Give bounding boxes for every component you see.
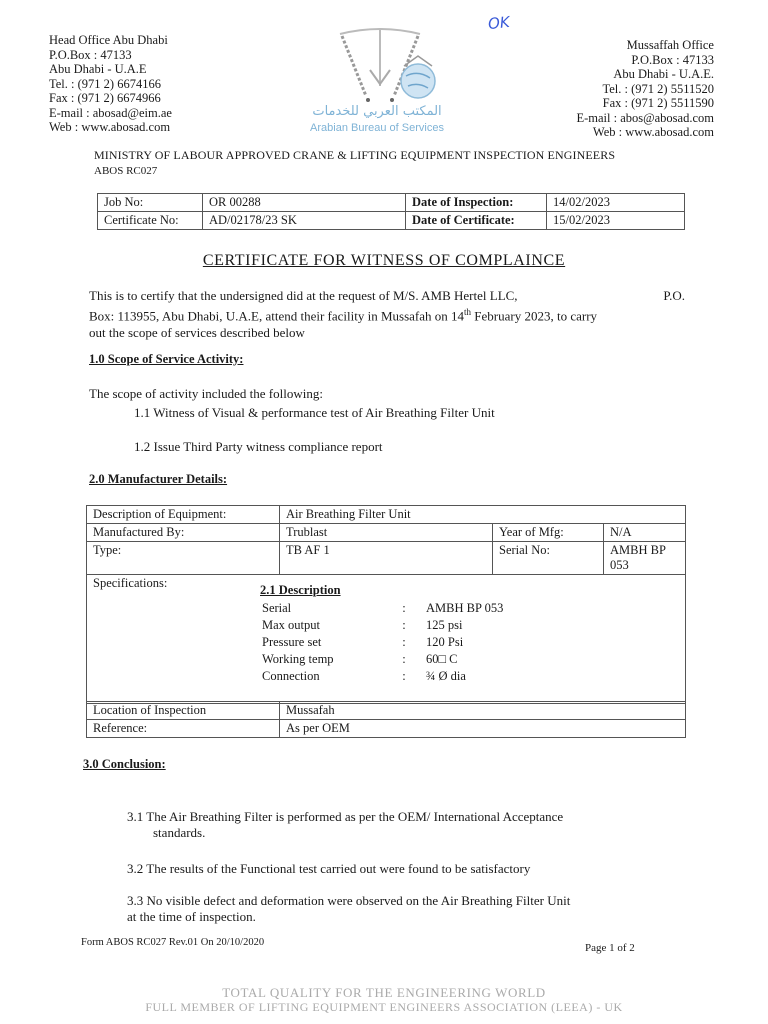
- description-subheading: 2.1 Description: [260, 583, 341, 597]
- description-label: Description of Equipment:: [87, 506, 280, 524]
- manufactured-by-label: Manufactured By:: [87, 524, 280, 542]
- section-scope-heading: 1.0 Scope of Service Activity:: [89, 352, 244, 366]
- table-row: [87, 720, 686, 738]
- footer-membership: FULL MEMBER OF LIFTING EQUIPMENT ENGINEERS ASSOCIATION (LEEA) - UK: [145, 1000, 623, 1014]
- conclusion-item: [127, 893, 570, 925]
- address-line: Web : www.abosad.com: [49, 120, 171, 134]
- head-office-address: [49, 33, 172, 135]
- certificate-title: CERTIFICATE FOR WITNESS OF COMPLAINCE: [202, 252, 566, 269]
- reference-value: As per OEM: [280, 720, 686, 738]
- type-label: Type:: [87, 542, 280, 575]
- spec-key: Connection: [262, 669, 320, 683]
- intro-line: This is to certify that the undersigned did at the request of M/S. AMB Hertel LLC,: [89, 288, 518, 303]
- spec-value: AMBH BP 053: [426, 601, 504, 615]
- conclusion-item: 3.2 The results of the Functional test carried out were found to be satisfactory: [127, 861, 531, 876]
- spec-value: 120 Psi: [426, 635, 464, 649]
- job-info-table: [97, 193, 685, 230]
- serial-no-label: Serial No:: [493, 542, 604, 575]
- year-of-mfg-value: N/A: [604, 524, 686, 542]
- logo-english-text: Arabian Bureau of Services: [310, 122, 444, 134]
- address-line: Tel. : (971 2) 5511520: [602, 81, 714, 96]
- list-item: Connection : ¾ Ø dia: [258, 668, 507, 685]
- intro-po: P.O.: [663, 288, 685, 303]
- list-item: Max output : 125 psi: [258, 617, 507, 634]
- conclusion-line: at the time of inspection.: [127, 909, 256, 924]
- reference-label: Reference:: [87, 720, 280, 738]
- spec-key: Serial: [262, 601, 292, 615]
- table-row: [87, 702, 686, 720]
- table-row: [87, 524, 686, 542]
- table-row: [98, 212, 685, 230]
- address-line: E-mail : abosad@eim.ae: [49, 105, 172, 120]
- ministry-approval-line: MINISTRY OF LABOUR APPROVED CRANE & LIFTING EQUIPMENT INSPECTION ENGINEERS: [94, 148, 616, 162]
- scope-lead-text: The scope of activity included the following:: [89, 386, 323, 401]
- intro-line: February 2023, to carry: [471, 308, 598, 324]
- address-line: Fax : (971 2) 5511590: [602, 96, 714, 110]
- address-line: E-mail : abos@abosad.com: [576, 110, 714, 125]
- list-item: Pressure set : 120 Psi: [258, 634, 507, 651]
- section-manufacturer-heading: 2.0 Manufacturer Details:: [89, 472, 228, 486]
- list-item: Working temp : 60□ C: [258, 651, 507, 668]
- form-revision-footer: Form ABOS RC027 Rev.01 On 20/10/2020: [81, 937, 265, 948]
- location-table: [86, 701, 686, 738]
- intro-line: out the scope of services described below: [89, 325, 305, 341]
- address-line: Tel. : (971 2) 6674166: [49, 76, 161, 91]
- table-row: [98, 194, 685, 212]
- manufactured-by-value: Trublast: [280, 524, 493, 542]
- spec-value: 125 psi: [426, 618, 463, 632]
- specifications-label: Specifications:: [93, 576, 168, 590]
- date-of-certificate-label: Date of Certificate:: [406, 212, 547, 230]
- certificate-no-value: AD/02178/23 SK: [203, 212, 406, 230]
- conclusion-line: 3.3 No visible defect and deformation were observed on the Air Breathing Filter Unit: [127, 893, 571, 908]
- address-line: Web : www.abosad.com: [592, 125, 714, 139]
- intro-line: Box: 113955, Abu Dhabi, U.A.E, attend their facility in Mussafah on 14: [89, 308, 465, 324]
- serial-no-value: AMBH BP 053: [604, 542, 686, 575]
- year-of-mfg-label: Year of Mfg:: [493, 524, 604, 542]
- address-line: P.O.Box : 47133: [49, 47, 132, 62]
- scope-item: 1.1 Witness of Visual & performance test of Air Breathing Filter Unit: [134, 405, 495, 420]
- table-row: [87, 542, 686, 575]
- spec-key: Working temp: [262, 652, 334, 666]
- conclusion-item: [127, 809, 563, 841]
- address-line: Mussaffah Office: [626, 38, 714, 52]
- location-value: Mussafah: [280, 702, 686, 720]
- spec-key: Pressure set: [262, 635, 322, 649]
- intro-superscript: th: [464, 307, 472, 317]
- address-line: Fax : (971 2) 6674966: [49, 91, 161, 105]
- date-of-inspection-value: 14/02/2023: [547, 194, 685, 212]
- address-line: Head Office Abu Dhabi: [49, 33, 168, 47]
- date-of-certificate-value: 15/02/2023: [547, 212, 685, 230]
- table-row: [87, 506, 686, 524]
- spec-key: Max output: [262, 618, 320, 632]
- conclusion-line: 3.1 The Air Breathing Filter is performed as per the OEM/ International Acceptance: [127, 809, 564, 824]
- mussaffah-office-address: [576, 38, 714, 140]
- address-line: Abu Dhabi - U.A.E: [49, 62, 147, 76]
- logo-arabic-text: المكتب العربي للخدمات: [312, 104, 442, 119]
- certificate-no-label: Certificate No:: [98, 212, 203, 230]
- scope-item: 1.2 Issue Third Party witness compliance report: [134, 439, 383, 454]
- form-code: ABOS RC027: [94, 165, 158, 177]
- address-line: P.O.Box : 47133: [631, 52, 714, 67]
- ok-handwritten-mark: OK: [487, 12, 511, 34]
- spec-value: 60□ C: [426, 652, 458, 666]
- intro-paragraph: [89, 287, 685, 341]
- job-no-value: OR 00288: [203, 194, 406, 212]
- footer-tagline: TOTAL QUALITY FOR THE ENGINEERING WORLD: [222, 985, 546, 1000]
- page-number: Page 1 of 2: [585, 942, 635, 954]
- date-of-inspection-label: Date of Inspection:: [406, 194, 547, 212]
- section-conclusion-heading: 3.0 Conclusion:: [83, 757, 166, 771]
- spec-value: ¾ Ø dia: [426, 669, 466, 683]
- specs-list: [258, 600, 507, 685]
- conclusion-line: standards.: [153, 825, 206, 840]
- address-line: Abu Dhabi - U.A.E.: [613, 67, 714, 81]
- list-item: Serial : AMBH BP 053: [258, 600, 507, 617]
- type-value: TB AF 1: [280, 542, 493, 575]
- description-value: Air Breathing Filter Unit: [280, 506, 686, 524]
- location-label: Location of Inspection: [87, 702, 280, 720]
- job-no-label: Job No:: [98, 194, 203, 212]
